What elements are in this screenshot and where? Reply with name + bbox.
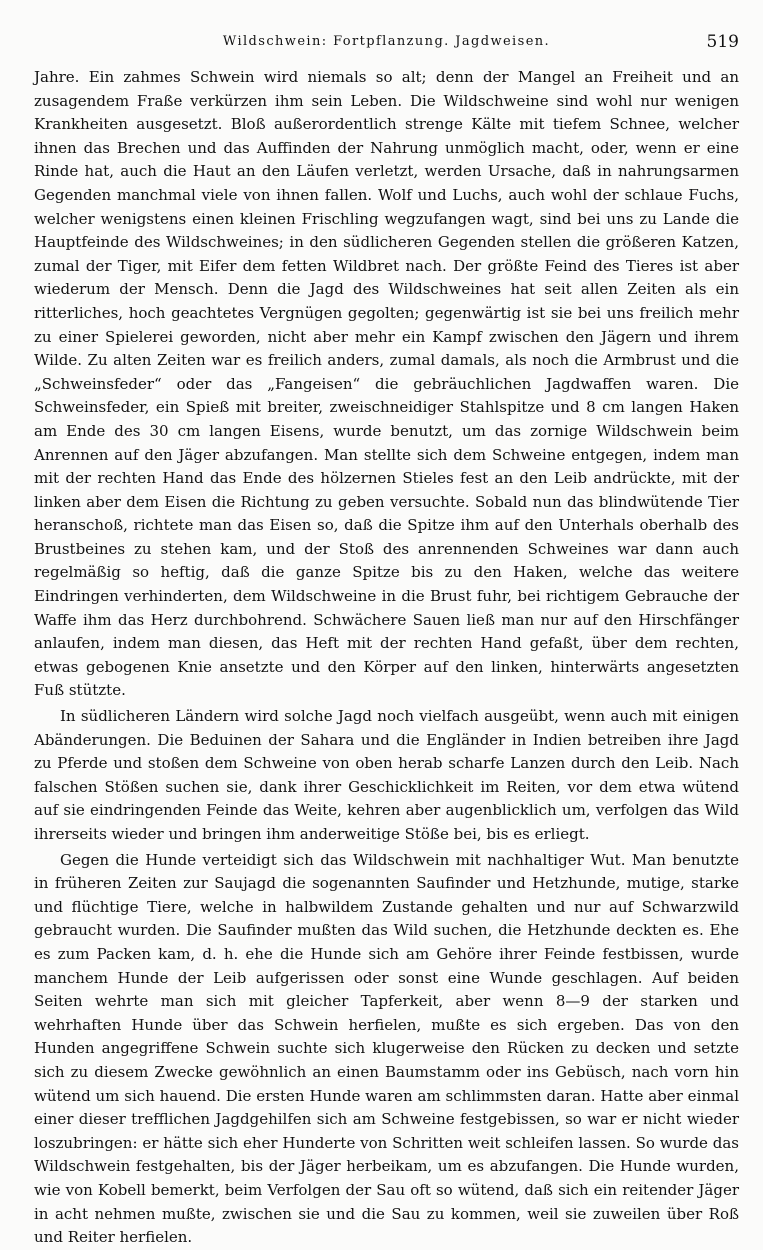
paragraph-3: Gegen die Hunde verteidigt sich das Wildschwein mit nachhaltiger Wut. Man benutzte in früheren Zeiten zur Saujagd die sogenannten Saufinder und Hetzhunde, mutige, starke und flüchtige Tiere, welche in halbwildem Zustande gehalten und nur auf Schwarzwild gebraucht wurden. Die Saufinder mußten das Wild suchen, die Hetzhunde deckten es. Ehe es zum Packen kam, d. h. ehe die Hunde sich am Gehöre ihrer Feinde festbissen, wurde manchem Hunde der Leib aufgerissen oder sonst eine Wunde geschlagen. Auf beiden Seiten wehrte man sich mit gleicher Tapferkeit, aber wenn 8—9 der starken und wehrhaften Hunde über das Schwein herfielen, mußte es sich ergeben. Das von den Hunden angegriffene Schwein suchte sich klugerweise den Rücken zu decken und setzte sich zu diesem Zwecke gewöhnlich an einen Baumstamm oder ins Gebüsch, nach vorn hin wütend um sich hauend. Die ersten Hunde waren am schlimmsten daran. Hatte aber einmal einer dieser trefflichen Jagdgehilfen sich am Schweine festgebissen, so war er nicht wieder loszubringen: er hätte sich eher Hunderte von Schritten weit schleifen lassen. So wurde das Wildschwein festgehalten, bis der Jäger herbeikam, um es abzufangen. Die Hunde wurden, wie von Kobell bemerkt, beim Verfolgen der Sau oft so wütend, daß sich ein reitender Jäger in acht nehmen mußte, zwischen sie und die Sau zu kommen, weil sie zuweilen über Roß und Reiter herfielen. (34, 850, 739, 1247)
running-header (34, 30, 739, 56)
body-text (34, 66, 739, 1250)
page-number: 519 (706, 32, 739, 52)
paragraph-2: In südlicheren Ländern wird solche Jagd noch vielfach ausgeübt, wenn auch mit einigen Abänderungen. Die Beduinen der Sahara und die Engländer in Indien betreiben ihre Jagd zu Pferde und stoßen dem Schweine von oben herab scharfe Lanzen durch den Leib. Nach falschen Stößen suchen sie, dank ihrer Geschicklichkeit im Reiten, vor dem etwa wütend auf sie eindringenden Feinde das Weite, kehren aber augenblicklich um, verfolgen das Wild ihrerseits wieder und bringen ihm anderweitige Stöße bei, bis es erliegt. (34, 707, 739, 843)
paragraph-1: Jahre. Ein zahmes Schwein wird niemals so alt; denn der Mangel an Freiheit und an zusagendem Fraße verkürzen ihm sein Leben. Die Wildschweine sind wohl nur wenigen Krankheiten ausgesetzt. Bloß außerordentlich strenge Kälte mit tiefem Schnee, welcher ihnen das Brechen und das Auffinden der Nahrung unmöglich macht, oder, wenn er eine Rinde hat, auch die Haut an den Läufen verletzt, werden Ursache, daß in nahrungsarmen Gegenden manchmal viele von ihnen fallen. Wolf und Luchs, auch wohl der schlaue Fuchs, welcher wenigstens einen kleinen Frischling wegzufangen wagt, sind bei uns zu Lande die Hauptfeinde des Wildschweines; in den südlicheren Gegenden stellen die größeren Katzen, zumal der Tiger, mit Eifer dem fetten Wildbret nach. Der größte Feind des Tieres ist aber wiederum der Mensch. Denn die Jagd des Wildschweines hat seit allen Zeiten als ein ritterliches, hoch geachtetes Vergnügen gegolten; gegenwärtig ist sie bei uns freilich mehr zu einer Spielerei geworden, nicht aber mehr ein Kampf zwischen den Jägern und ihrem Wilde. Zu alten Zeiten war es freilich anders, zumal damals, als noch die Armbrust und die „Schweinsfeder“ oder das „Fangeisen“ die gebräuchlichen Jagdwaffen waren. Die Schweinsfeder, ein Spieß mit breiter, zweischneidiger Stahlspitze und 8 cm langen Haken am Ende des 30 cm langen Eisens, wurde benutzt, um das zornige Wildschwein beim Anrennen auf den Jäger abzufangen. Man stellte sich dem Schweine entgegen, indem man mit der rechten Hand das Ende des hölzernen Stieles fest an den Leib andrückte, mit der linken aber dem Eisen die Richtung zu geben versuchte. Sobald nun das blindwütende Tier heranschoß, richtete man das Eisen so, daß die Spitze ihm auf den Unterhals oberhalb des Brustbeines zu stehen kam, und der Stoß des anrennenden Schweines war dann auch regelmäßig so heftig, daß die ganze Spitze bis zu den Haken, welche das weitere Eindringen verhinderten, dem Wildschweine in die Brust fuhr, bei richtigem Gebrauche der Waffe ihm das Herz durchbohrend. Schwächere Sauen ließ man nur auf den Hirschfänger anlaufen, indem man diesen, das Heft mit der rechten Hand gefaßt, über dem rechten, etwas gebogenen Knie ansetzte und den Körper auf den linken, hinterwärts angesetzten Fuß stützte. (34, 68, 739, 700)
running-title: Wildschwein: Fortpflanzung. Jagdweisen. (222, 34, 551, 49)
